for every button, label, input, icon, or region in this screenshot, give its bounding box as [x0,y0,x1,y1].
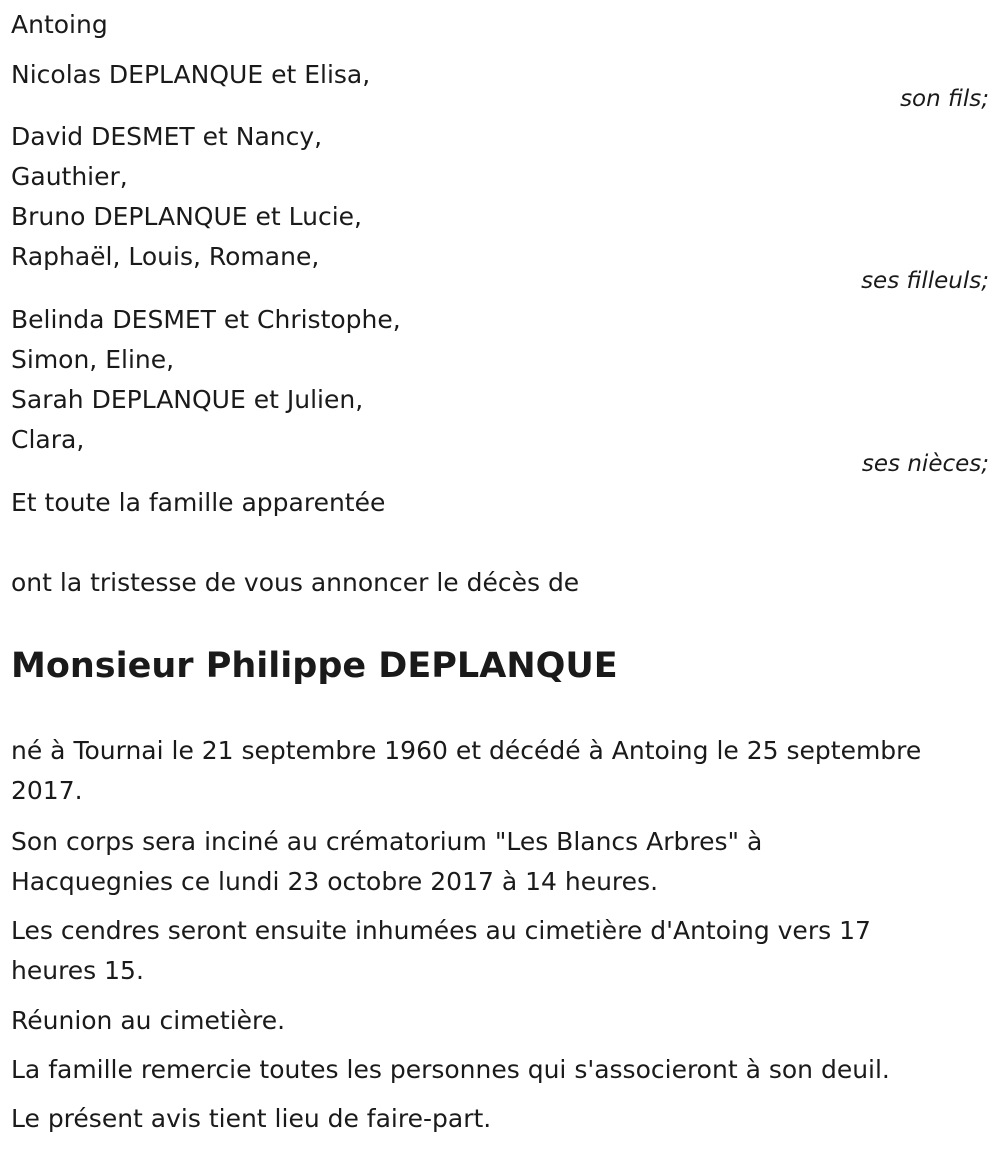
relation-label: ses nièces; [861,451,989,477]
family-line: Bruno DEPLANQUE et Lucie, [11,202,362,231]
relation-label: ses filleuls; [861,268,989,294]
family-line: Sarah DEPLANQUE et Julien, [11,385,364,414]
detail-paragraph: Réunion au cimetière. [11,1006,286,1035]
family-line: Raphaël, Louis, Romane, [11,242,320,271]
deceased-name: Monsieur Philippe DEPLANQUE [11,646,618,686]
detail-paragraph: Les cendres seront ensuite inhumées au cimetière d'Antoing vers 17 heures 15. [11,916,871,985]
announcement-text: ont la tristesse de vous annoncer le décès de [11,568,580,597]
family-line: Gauthier, [11,162,128,191]
detail-paragraph: La famille remercie toutes les personnes qui s'associeront à son deuil. [11,1055,890,1084]
family-line: Nicolas DEPLANQUE et Elisa, [11,60,371,89]
family-line: Belinda DESMET et Christophe, [11,305,401,334]
detail-paragraph: Le présent avis tient lieu de faire-part. [11,1104,492,1133]
family-line: David DESMET et Nancy, [11,122,323,151]
relation-label: son fils; [900,86,989,112]
family-line: Simon, Eline, [11,345,175,374]
extended-family-line: Et toute la famille apparentée [11,488,386,517]
place-heading: Antoing [11,10,108,39]
detail-paragraph: né à Tournai le 21 septembre 1960 et décédé à Antoing le 25 septembre 2017. [11,736,922,805]
family-line: Clara, [11,425,85,454]
detail-paragraph: Son corps sera inciné au crématorium "Les Blancs Arbres" à Hacquegnies ce lundi 23 octobre 2017 à 14 heures. [11,827,763,896]
